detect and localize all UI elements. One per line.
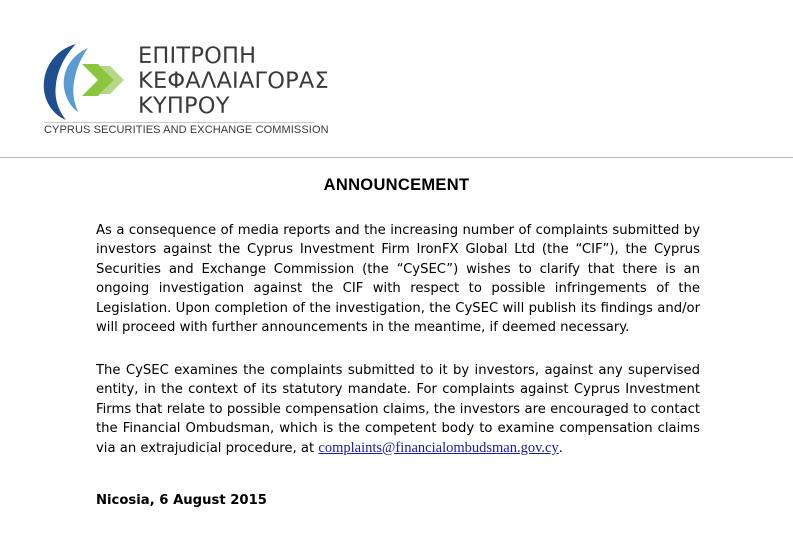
logo-rule xyxy=(44,122,314,123)
logo-greek-name xyxy=(138,44,329,119)
signature-date: Nicosia, 6 August 2015 xyxy=(96,493,267,508)
letterhead xyxy=(0,0,793,158)
logo-greek-line-1: ΕΠΙΤΡΟΠΗ xyxy=(138,43,257,69)
announcement-title: ANNOUNCEMENT xyxy=(323,176,470,194)
ombudsman-email-link[interactable]: complaints@financialombudsman.gov.cy xyxy=(318,439,559,456)
paragraph-complaints xyxy=(96,361,700,458)
header-divider xyxy=(0,157,793,158)
paragraph-investigation: As a consequence of media reports and the increasing number of complaints submitted by investors against the Cyprus Investment Firm IronFX Global Ltd (the “CIF”), the Cyprus Securities and Exchange Commission (the “CySEC”) wishes to clarify that there is an ongoing investigation against the CIF with respect to possible infringements of the Legislation. Upon completion of the investigation, the CySEC will publish its findings and/or will proceed with further announcements in the meantime, if deemed necessary. xyxy=(96,223,700,336)
paragraph-complaints-text: The CySEC examines the complaints submitted to it by investors, against any supervised entity, in the context of its statutory mandate. For complaints against Cyprus Investment Firms that relate to possible compensation claims, the investors are encouraged to contact the Financial Ombudsman, which is the competent body to examine compensation claims via an extrajudicial procedure, at xyxy=(96,363,700,456)
logo-greek-line-3: ΚΥΠΡΟΥ xyxy=(138,93,230,119)
cysec-logo-icon xyxy=(36,36,132,122)
logo-english-name: CYPRUS SECURITIES AND EXCHANGE COMMISSION xyxy=(44,124,329,136)
logo-greek-line-2: ΚΕΦΑΛΑΙΑΓΟΡΑΣ xyxy=(138,68,329,94)
paragraph-complaints-end: . xyxy=(558,440,563,456)
